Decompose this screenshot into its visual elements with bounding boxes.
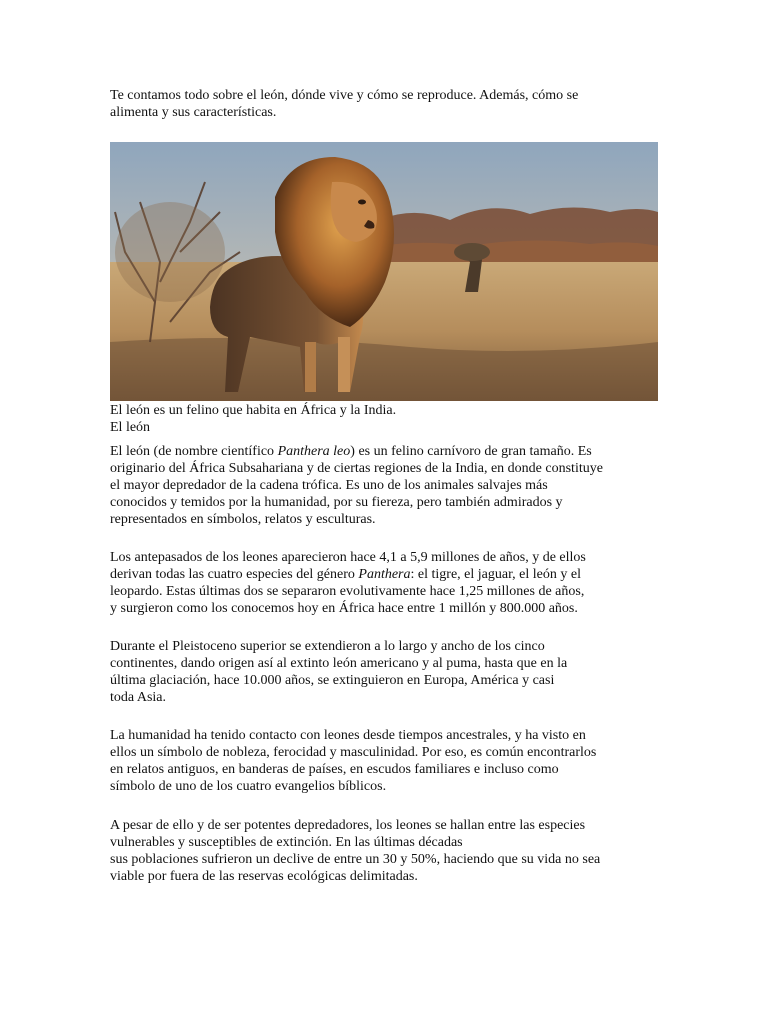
lion-savanna-illustration xyxy=(110,142,658,401)
text-line: A pesar de ello y de ser potentes depredadores, los leones se hallan entre las especies xyxy=(110,818,586,833)
text-line xyxy=(110,566,660,583)
text-run: ) es un felino carnívoro de gran tamaño. Es xyxy=(350,444,592,459)
paragraph-2 xyxy=(110,549,660,617)
image-subcaption: El león xyxy=(110,420,151,435)
text-line: toda Asia. xyxy=(110,690,166,705)
text-line: símbolo de uno de los cuatro evangelios bíblicos. xyxy=(110,779,387,794)
text-line: conocidos y temidos por la humanidad, por su fiereza, pero también admirados y xyxy=(110,495,563,510)
text-run: El león (de nombre científico xyxy=(110,444,278,459)
text-line xyxy=(110,443,660,460)
text-line: alimenta y sus características. xyxy=(110,105,277,120)
text-line: última glaciación, hace 10.000 años, se extinguieron en Europa, América y casi xyxy=(110,673,555,688)
intro-paragraph xyxy=(110,87,660,121)
text-line: vulnerables y susceptibles de extinción. En las últimas décadas xyxy=(110,835,463,850)
text-line: sus poblaciones sufrieron un declive de entre un 30 y 50%, haciendo que su vida no sea xyxy=(110,852,601,867)
paragraph-3 xyxy=(110,638,660,706)
paragraph-1 xyxy=(110,443,660,528)
text-line: originario del África Subsahariana y de ciertas regiones de la India, en donde constituye xyxy=(110,461,603,476)
text-line: Durante el Pleistoceno superior se extendieron a lo largo y ancho de los cinco xyxy=(110,639,545,654)
text-run: derivan todas las cuatro especies del género xyxy=(110,567,359,582)
paragraph-5 xyxy=(110,817,660,885)
text-line: el mayor depredador de la cadena trófica. Es uno de los animales salvajes más xyxy=(110,478,548,493)
image-caption: El león es un felino que habita en África y la India. xyxy=(110,403,397,418)
text-line: representados en símbolos, relatos y esculturas. xyxy=(110,512,376,527)
text-line: en relatos antiguos, en banderas de países, en escudos familiares e incluso como xyxy=(110,762,559,777)
scientific-name: Panthera leo xyxy=(277,444,351,459)
text-run: : el tigre, el jaguar, el león y el xyxy=(410,567,581,582)
image-caption-block xyxy=(110,402,660,436)
text-line: continentes, dando origen así al extinto león americano y al puma, hasta que en la xyxy=(110,656,568,671)
lion-photo xyxy=(110,142,658,401)
text-line: Los antepasados de los leones aparecieron hace 4,1 a 5,9 millones de años, y de ellos xyxy=(110,550,586,565)
genus-name: Panthera xyxy=(358,567,411,582)
text-line: La humanidad ha tenido contacto con leones desde tiempos ancestrales, y ha visto en xyxy=(110,728,586,743)
text-line: leopardo. Estas últimas dos se separaron evolutivamente hace 1,25 millones de años, xyxy=(110,584,585,599)
text-line: Te contamos todo sobre el león, dónde vive y cómo se reproduce. Además, cómo se xyxy=(110,88,579,103)
text-line: viable por fuera de las reservas ecológicas delimitadas. xyxy=(110,869,418,884)
text-line: y surgieron como los conocemos hoy en África hace entre 1 millón y 800.000 años. xyxy=(110,601,578,616)
text-line: ellos un símbolo de nobleza, ferocidad y masculinidad. Por eso, es común encontrarlos xyxy=(110,745,597,760)
paragraph-4 xyxy=(110,727,660,795)
